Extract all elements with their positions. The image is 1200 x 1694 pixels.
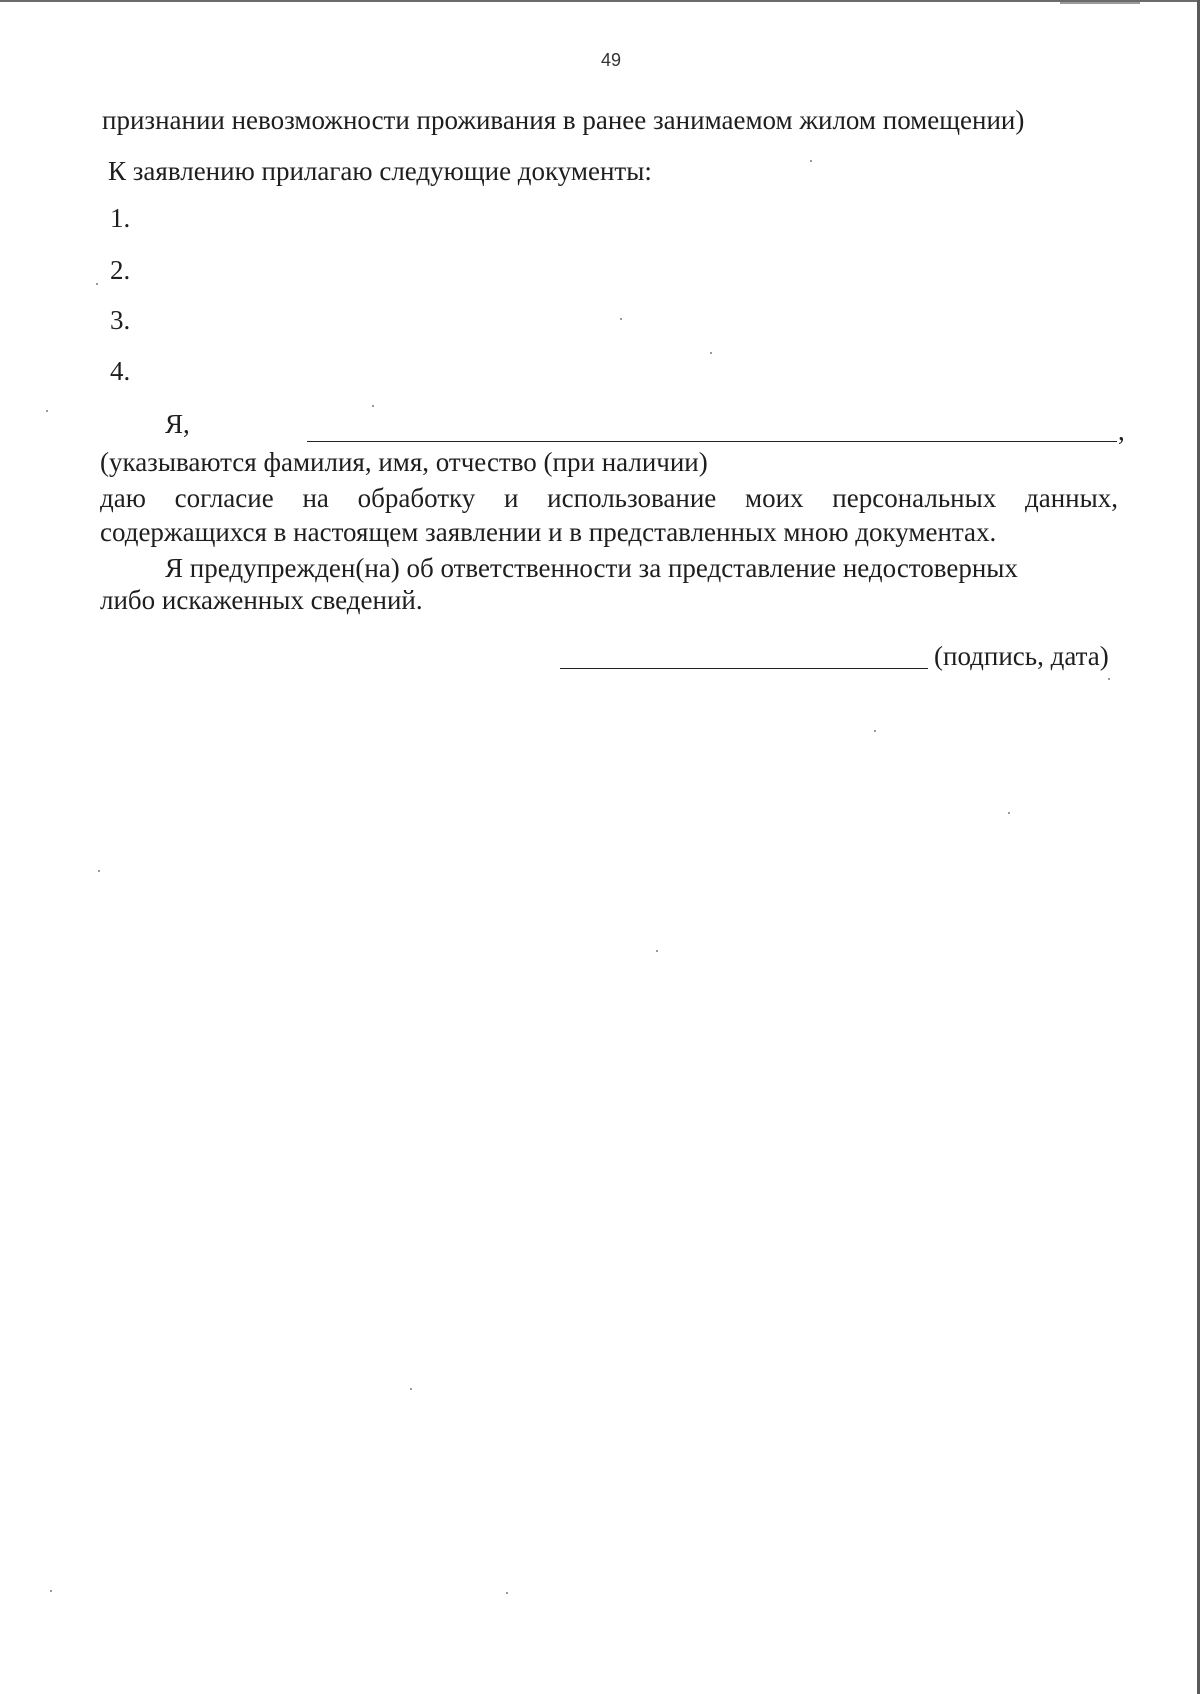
scan-speck — [710, 352, 712, 354]
scan-speck — [410, 1388, 412, 1390]
scan-speck — [98, 870, 100, 872]
warning-line-2: либо искаженных сведений. — [100, 585, 423, 615]
attachment-item-4: 4. — [110, 356, 131, 386]
scan-speck — [810, 160, 812, 162]
scan-mark — [1060, 2, 1140, 4]
scan-speck — [372, 405, 374, 407]
scan-speck — [1008, 812, 1010, 814]
attachments-intro: К заявлению прилагаю следующие документы: — [108, 156, 652, 186]
scan-speck — [50, 1590, 52, 1592]
scan-speck — [506, 1592, 508, 1594]
page-number: 49 — [600, 50, 622, 70]
attachment-item-3: 3. — [110, 305, 131, 335]
scan-speck — [96, 283, 98, 285]
fio-fill-comma: , — [1118, 416, 1125, 446]
consent-line-2: содержащихся в настоящем заявлении и в представленных мною документах. — [100, 517, 997, 547]
scan-speck — [656, 950, 658, 952]
signature-caption: (подпись, дата) — [934, 641, 1109, 671]
warning-line-1: Я предупрежден(на) об ответственности за представление недостоверных — [165, 553, 1018, 583]
scan-speck — [620, 318, 622, 320]
signature-line — [560, 668, 928, 669]
scan-edge-top — [0, 0, 1200, 2]
scan-speck — [874, 730, 876, 732]
fio-fill-line — [307, 441, 1117, 442]
scan-speck — [1108, 678, 1110, 680]
consent-line-1: даю согласие на обработку и использование моих персональных данных, — [100, 483, 1118, 513]
continuation-text: признании невозможности проживания в ранее занимаемом жилом помещении) — [102, 105, 1025, 135]
attachment-item-1: 1. — [110, 203, 131, 233]
fio-hint: (указываются фамилия, имя, отчество (при наличии) — [100, 447, 708, 477]
scan-speck — [46, 410, 48, 412]
ya-label: Я, — [165, 409, 190, 439]
attachment-item-2: 2. — [110, 255, 131, 285]
